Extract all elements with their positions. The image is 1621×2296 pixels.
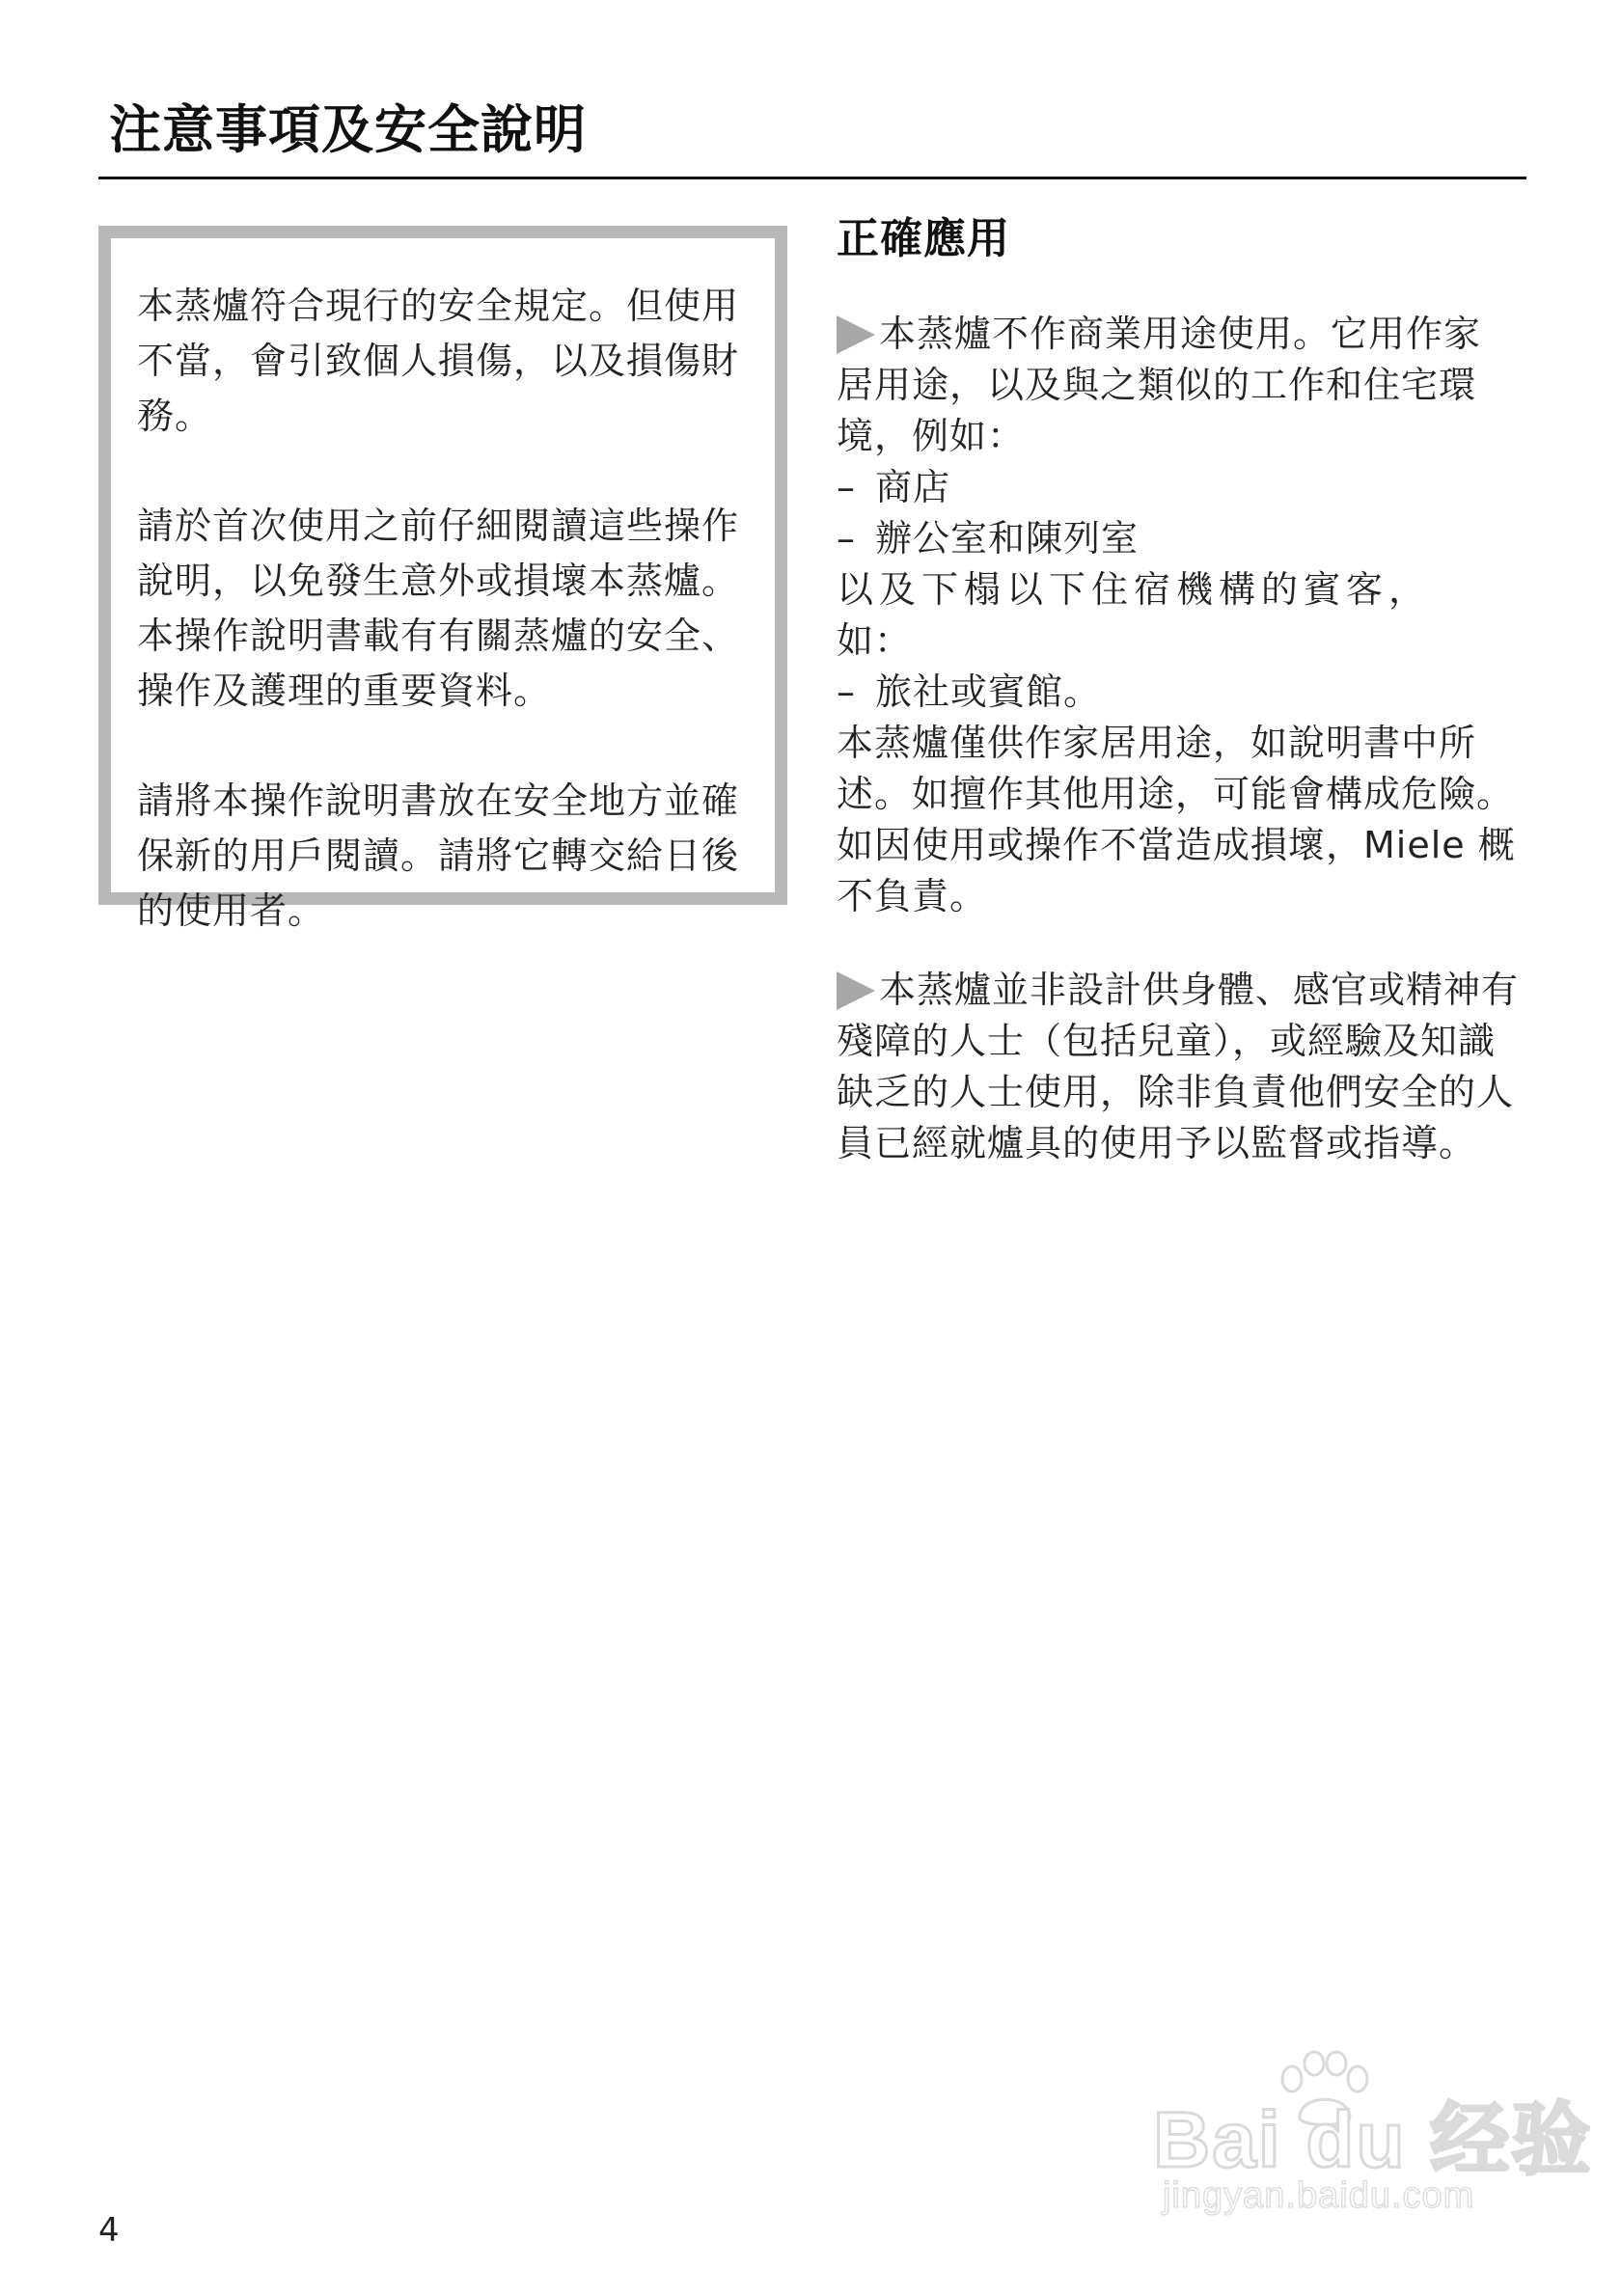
triangle-bullet-icon <box>837 971 875 1010</box>
text-line: 不負責。 <box>837 875 988 917</box>
bullet-text: 本蒸爐並非設計供身體、感官或精神有 <box>879 969 1520 1011</box>
text-line: 以及下榻以下住宿機構的賓客， <box>837 568 1432 611</box>
notice-line: 本操作說明書載有有關蒸爐的安全、 <box>137 615 740 657</box>
list-item-text: 商店 <box>875 466 951 508</box>
text-line: 殘障的人士（包括兒童），或經驗及知識 <box>837 1020 1497 1062</box>
dash-marker: – <box>837 517 856 560</box>
bullet-text: 本蒸爐不作商業用途使用。它用作家 <box>879 313 1482 355</box>
dash-list-item <box>837 667 1560 718</box>
notice-line: 請將本操作說明書放在安全地方並確 <box>137 779 740 822</box>
list-item-text: 辦公室和陳列室 <box>875 517 1140 560</box>
notice-paragraph <box>137 499 757 719</box>
text-line: 如因使用或操作不當造成損壞，Miele 概 <box>837 824 1516 866</box>
safety-notice-box <box>98 226 787 932</box>
notice-line: 說明，以免發生意外或損壞本蒸爐。 <box>137 560 740 602</box>
dash-list-item <box>837 513 1560 564</box>
dash-list-item <box>837 462 1560 513</box>
notice-line: 本蒸爐符合現行的安全規定。但使用 <box>137 285 740 327</box>
page-number: 4 <box>98 2211 120 2250</box>
bullet-first-line <box>837 965 1560 1016</box>
usage-block <box>837 309 1560 922</box>
notice-line: 保新的用戶閱讀。請將它轉交給日後 <box>137 834 740 877</box>
dash-marker: – <box>837 466 856 508</box>
notice-line: 不當，會引致個人損傷，以及損傷財 <box>137 340 740 382</box>
bullet-first-line <box>837 309 1560 360</box>
text-line: 本蒸爐僅供作家居用途，如說明書中所 <box>837 722 1477 764</box>
text-line: 員已經就爐具的使用予以監督或指導。 <box>837 1122 1477 1164</box>
usage-block <box>837 965 1560 1169</box>
text-line: 述。如擅作其他用途，可能會構成危險。 <box>837 773 1515 815</box>
list-item-text: 旅社或賓館。 <box>875 670 1102 713</box>
notice-paragraph <box>137 279 757 444</box>
page-title: 注意事項及安全說明 <box>109 99 587 160</box>
correct-use-section <box>837 210 1560 1169</box>
notice-paragraph <box>137 774 757 939</box>
text-line: 缺乏的人士使用，除非負責他們安全的人 <box>837 1071 1515 1113</box>
watermark-url: jingyan.baidu.com <box>1163 2175 1475 2216</box>
title-divider <box>98 177 1526 179</box>
text-line: 居用途，以及與之類似的工作和住宅環 <box>837 364 1477 406</box>
text-line: 境，例如： <box>837 415 1026 457</box>
watermark-logo-text: Bai du 经验 <box>1153 2096 1593 2184</box>
notice-line: 請於首次使用之前仔細閱讀這些操作 <box>137 505 740 547</box>
notice-line: 務。 <box>137 395 213 437</box>
triangle-bullet-icon <box>837 315 875 354</box>
section-heading: 正確應用 <box>837 214 1010 263</box>
dash-marker: – <box>837 670 856 713</box>
baidu-watermark <box>1153 2050 1593 2233</box>
text-line: 如： <box>837 619 913 662</box>
notice-line: 的使用者。 <box>137 889 326 932</box>
notice-line: 操作及護理的重要資料。 <box>137 670 552 712</box>
